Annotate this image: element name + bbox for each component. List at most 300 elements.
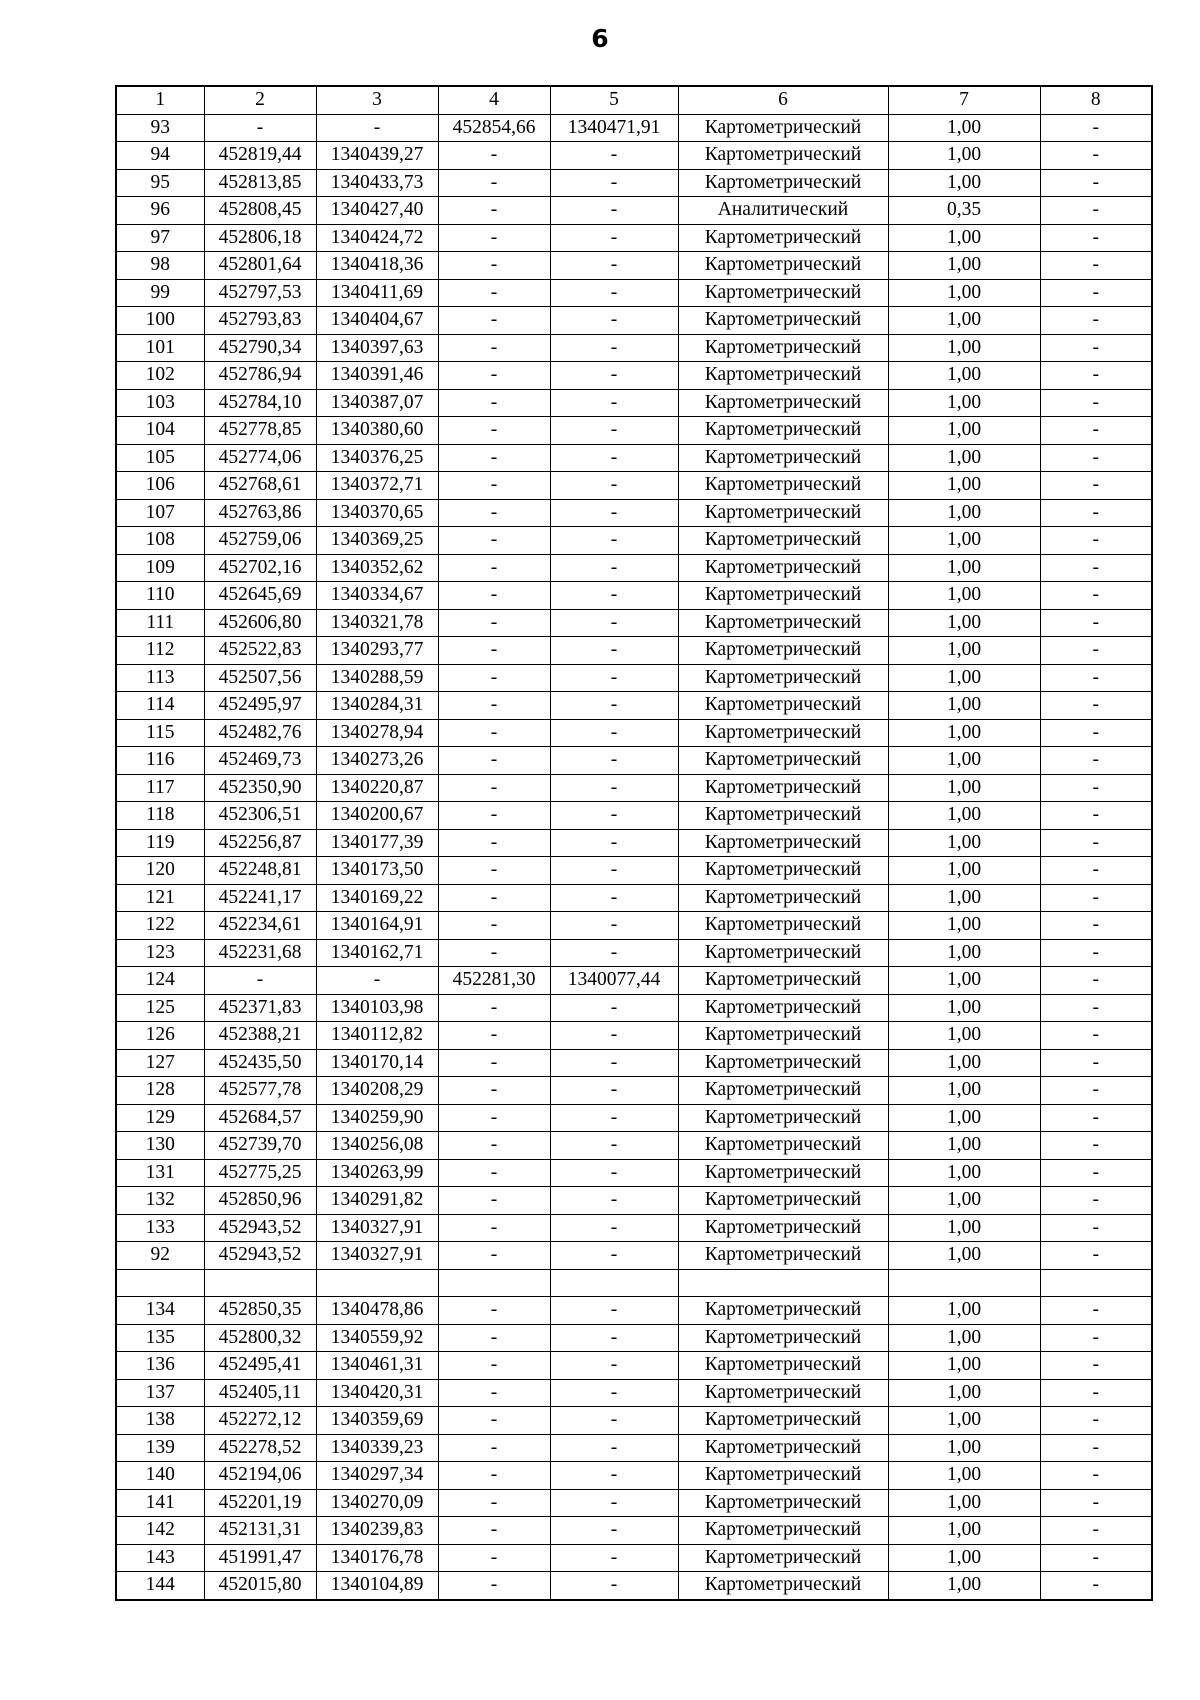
method-cell: Картометрический (678, 1434, 888, 1462)
x-coord-alt-cell: - (438, 609, 550, 637)
point-number-cell: 116 (116, 747, 204, 775)
method-cell: Картометрический (678, 1022, 888, 1050)
table-row (116, 829, 1152, 857)
note-cell: - (1040, 719, 1152, 747)
accuracy-cell: 1,00 (888, 1049, 1040, 1077)
y-coord-cell: 1340239,83 (316, 1517, 438, 1545)
table-body (116, 114, 1152, 1600)
accuracy-cell: 1,00 (888, 1517, 1040, 1545)
y-coord-alt-cell: - (550, 527, 678, 555)
y-coord-cell: 1340424,72 (316, 224, 438, 252)
point-number-cell: 128 (116, 1077, 204, 1105)
note-cell: - (1040, 334, 1152, 362)
y-coord-cell: 1340164,91 (316, 912, 438, 940)
x-coord-alt-cell: - (438, 664, 550, 692)
x-coord-alt-cell: - (438, 472, 550, 500)
table-row (116, 1022, 1152, 1050)
method-cell: Картометрический (678, 1489, 888, 1517)
point-number-cell: 103 (116, 389, 204, 417)
point-number-cell: 135 (116, 1324, 204, 1352)
x-coord-cell: 452469,73 (204, 747, 316, 775)
point-number-cell: 101 (116, 334, 204, 362)
note-cell: - (1040, 444, 1152, 472)
table-row (116, 527, 1152, 555)
point-number-cell: 95 (116, 169, 204, 197)
note-cell: - (1040, 114, 1152, 142)
note-cell: - (1040, 1077, 1152, 1105)
method-cell: Картометрический (678, 1214, 888, 1242)
table-row (116, 1379, 1152, 1407)
note-cell: - (1040, 1407, 1152, 1435)
x-coord-alt-cell: - (438, 1434, 550, 1462)
method-cell: Картометрический (678, 857, 888, 885)
y-coord-cell: 1340291,82 (316, 1187, 438, 1215)
note-cell: - (1040, 1572, 1152, 1600)
table-row (116, 362, 1152, 390)
x-coord-cell: 452278,52 (204, 1434, 316, 1462)
method-cell: Картометрический (678, 609, 888, 637)
x-coord-cell: 452778,85 (204, 417, 316, 445)
accuracy-cell: 1,00 (888, 939, 1040, 967)
table-row (116, 1214, 1152, 1242)
accuracy-cell: 1,00 (888, 527, 1040, 555)
accuracy-cell: 1,00 (888, 444, 1040, 472)
x-coord-cell: 452241,17 (204, 884, 316, 912)
table-row (116, 224, 1152, 252)
point-number-cell: 133 (116, 1214, 204, 1242)
y-coord-cell: 1340339,23 (316, 1434, 438, 1462)
table-row (116, 582, 1152, 610)
accuracy-cell: 1,00 (888, 994, 1040, 1022)
x-coord-alt-cell: - (438, 1049, 550, 1077)
x-coord-cell: 452606,80 (204, 609, 316, 637)
page-number: 6 (591, 24, 609, 53)
note-cell: - (1040, 1104, 1152, 1132)
y-coord-alt-cell: - (550, 1049, 678, 1077)
accuracy-cell: 1,00 (888, 1434, 1040, 1462)
note-cell: - (1040, 307, 1152, 335)
note-cell: - (1040, 857, 1152, 885)
y-coord-alt-cell: - (550, 307, 678, 335)
point-number-cell: 93 (116, 114, 204, 142)
x-coord-cell: 452405,11 (204, 1379, 316, 1407)
x-coord-alt-cell: - (438, 939, 550, 967)
point-number-cell: 123 (116, 939, 204, 967)
y-coord-alt-cell: - (550, 664, 678, 692)
note-cell: - (1040, 1517, 1152, 1545)
x-coord-cell: 452388,21 (204, 1022, 316, 1050)
x-coord-alt-cell: - (438, 334, 550, 362)
accuracy-cell: 1,00 (888, 1077, 1040, 1105)
table-row (116, 939, 1152, 967)
accuracy-cell: 1,00 (888, 472, 1040, 500)
y-coord-cell: - (316, 114, 438, 142)
method-cell: Картометрический (678, 912, 888, 940)
method-cell: Картометрический (678, 1544, 888, 1572)
column-header: 4 (438, 86, 550, 114)
y-coord-alt-cell: - (550, 1022, 678, 1050)
x-coord-alt-cell: - (438, 1544, 550, 1572)
coordinates-table (115, 85, 1153, 1601)
table-row (116, 719, 1152, 747)
accuracy-cell: 1,00 (888, 114, 1040, 142)
x-coord-cell: 452850,96 (204, 1187, 316, 1215)
y-coord-alt-cell: - (550, 334, 678, 362)
y-coord-cell: 1340162,71 (316, 939, 438, 967)
table-row (116, 1077, 1152, 1105)
y-coord-alt-cell: - (550, 1517, 678, 1545)
x-coord-cell: 452850,35 (204, 1297, 316, 1325)
y-coord-cell: 1340297,34 (316, 1462, 438, 1490)
method-cell: Картометрический (678, 967, 888, 995)
table-row (116, 1434, 1152, 1462)
method-cell: Картометрический (678, 1049, 888, 1077)
y-coord-alt-cell: - (550, 1104, 678, 1132)
x-coord-alt-cell: - (438, 444, 550, 472)
accuracy-cell: 1,00 (888, 747, 1040, 775)
table-row (116, 802, 1152, 830)
x-coord-alt-cell: - (438, 527, 550, 555)
y-coord-alt-cell: - (550, 719, 678, 747)
y-coord-cell (316, 1269, 438, 1297)
x-coord-cell: 452272,12 (204, 1407, 316, 1435)
y-coord-alt-cell: - (550, 802, 678, 830)
y-coord-cell: 1340321,78 (316, 609, 438, 637)
table-row (116, 1324, 1152, 1352)
point-number-cell: 129 (116, 1104, 204, 1132)
table-row (116, 747, 1152, 775)
point-number-cell: 131 (116, 1159, 204, 1187)
accuracy-cell: 1,00 (888, 1104, 1040, 1132)
y-coord-cell: 1340327,91 (316, 1242, 438, 1270)
method-cell: Картометрический (678, 1379, 888, 1407)
method-cell: Картометрический (678, 389, 888, 417)
table-row (116, 1352, 1152, 1380)
point-number-cell: 105 (116, 444, 204, 472)
x-coord-cell: 452774,06 (204, 444, 316, 472)
x-coord-alt-cell: - (438, 692, 550, 720)
y-coord-cell: 1340372,71 (316, 472, 438, 500)
column-header: 8 (1040, 86, 1152, 114)
y-coord-alt-cell: - (550, 444, 678, 472)
accuracy-cell: 1,00 (888, 664, 1040, 692)
method-cell: Картометрический (678, 114, 888, 142)
accuracy-cell: 1,00 (888, 1132, 1040, 1160)
table-row (116, 142, 1152, 170)
x-coord-cell: 452702,16 (204, 554, 316, 582)
x-coord-alt-cell: - (438, 857, 550, 885)
note-cell: - (1040, 637, 1152, 665)
y-coord-alt-cell: - (550, 197, 678, 225)
accuracy-cell: 1,00 (888, 1297, 1040, 1325)
point-number-cell: 110 (116, 582, 204, 610)
y-coord-alt-cell: - (550, 1434, 678, 1462)
note-cell: - (1040, 1022, 1152, 1050)
x-coord-alt-cell: - (438, 169, 550, 197)
y-coord-alt-cell: - (550, 582, 678, 610)
note-cell: - (1040, 582, 1152, 610)
x-coord-cell: 452784,10 (204, 389, 316, 417)
accuracy-cell: 1,00 (888, 884, 1040, 912)
x-coord-cell: 452350,90 (204, 774, 316, 802)
y-coord-cell: 1340411,69 (316, 279, 438, 307)
point-number-cell: 143 (116, 1544, 204, 1572)
y-coord-cell: 1340259,90 (316, 1104, 438, 1132)
y-coord-alt-cell: - (550, 939, 678, 967)
y-coord-cell: 1340200,67 (316, 802, 438, 830)
x-coord-cell: 452813,85 (204, 169, 316, 197)
note-cell: - (1040, 362, 1152, 390)
x-coord-alt-cell: - (438, 279, 550, 307)
point-number-cell: 142 (116, 1517, 204, 1545)
x-coord-cell: 452645,69 (204, 582, 316, 610)
point-number-cell: 108 (116, 527, 204, 555)
method-cell: Картометрический (678, 1077, 888, 1105)
note-cell: - (1040, 1462, 1152, 1490)
note-cell: - (1040, 747, 1152, 775)
method-cell: Картометрический (678, 637, 888, 665)
x-coord-cell: 452495,97 (204, 692, 316, 720)
note-cell: - (1040, 994, 1152, 1022)
accuracy-cell: 1,00 (888, 692, 1040, 720)
method-cell: Картометрический (678, 472, 888, 500)
method-cell: Картометрический (678, 527, 888, 555)
method-cell: Картометрический (678, 142, 888, 170)
accuracy-cell: 1,00 (888, 554, 1040, 582)
table-row (116, 912, 1152, 940)
note-cell: - (1040, 417, 1152, 445)
table-row (116, 1407, 1152, 1435)
x-coord-cell: 452194,06 (204, 1462, 316, 1490)
table-row (116, 1544, 1152, 1572)
point-number-cell: 111 (116, 609, 204, 637)
note-cell: - (1040, 169, 1152, 197)
y-coord-cell: 1340376,25 (316, 444, 438, 472)
accuracy-cell: 1,00 (888, 1159, 1040, 1187)
method-cell: Картометрический (678, 252, 888, 280)
x-coord-alt-cell: - (438, 1242, 550, 1270)
point-number-cell: 137 (116, 1379, 204, 1407)
note-cell: - (1040, 609, 1152, 637)
accuracy-cell: 1,00 (888, 252, 1040, 280)
x-coord-alt-cell: - (438, 1022, 550, 1050)
x-coord-alt-cell: - (438, 774, 550, 802)
y-coord-cell: 1340327,91 (316, 1214, 438, 1242)
table-row (116, 884, 1152, 912)
accuracy-cell: 1,00 (888, 1379, 1040, 1407)
table-row (116, 1462, 1152, 1490)
y-coord-alt-cell: - (550, 774, 678, 802)
method-cell: Картометрический (678, 1462, 888, 1490)
x-coord-cell: 452793,83 (204, 307, 316, 335)
x-coord-cell: 452808,45 (204, 197, 316, 225)
x-coord-alt-cell: - (438, 1407, 550, 1435)
accuracy-cell: 1,00 (888, 362, 1040, 390)
accuracy-cell: 1,00 (888, 802, 1040, 830)
y-coord-alt-cell: - (550, 637, 678, 665)
table-row (116, 1517, 1152, 1545)
table-row (116, 389, 1152, 417)
method-cell: Картометрический (678, 884, 888, 912)
accuracy-cell: 1,00 (888, 169, 1040, 197)
method-cell: Картометрический (678, 664, 888, 692)
method-cell: Картометрический (678, 939, 888, 967)
x-coord-alt-cell: - (438, 197, 550, 225)
x-coord-cell: 452943,52 (204, 1242, 316, 1270)
y-coord-alt-cell: 1340077,44 (550, 967, 678, 995)
note-cell: - (1040, 1544, 1152, 1572)
x-coord-cell: 452201,19 (204, 1489, 316, 1517)
x-coord-alt-cell: 452281,30 (438, 967, 550, 995)
note-cell: - (1040, 499, 1152, 527)
method-cell: Картометрический (678, 307, 888, 335)
y-coord-cell: 1340359,69 (316, 1407, 438, 1435)
y-coord-alt-cell: - (550, 1352, 678, 1380)
method-cell: Картометрический (678, 1324, 888, 1352)
y-coord-alt-cell: - (550, 499, 678, 527)
table-row (116, 967, 1152, 995)
point-number-cell: 122 (116, 912, 204, 940)
y-coord-cell: 1340559,92 (316, 1324, 438, 1352)
y-coord-cell: 1340370,65 (316, 499, 438, 527)
accuracy-cell: 1,00 (888, 224, 1040, 252)
table-row (116, 334, 1152, 362)
y-coord-alt-cell: - (550, 417, 678, 445)
table-row (116, 637, 1152, 665)
table-row (116, 609, 1152, 637)
note-cell: - (1040, 774, 1152, 802)
y-coord-alt-cell: - (550, 747, 678, 775)
method-cell: Картометрический (678, 692, 888, 720)
point-number-cell: 96 (116, 197, 204, 225)
note-cell: - (1040, 1049, 1152, 1077)
accuracy-cell: 1,00 (888, 417, 1040, 445)
x-coord-cell: 452739,70 (204, 1132, 316, 1160)
x-coord-alt-cell: - (438, 554, 550, 582)
note-cell: - (1040, 1489, 1152, 1517)
accuracy-cell: 1,00 (888, 967, 1040, 995)
point-number-cell: 132 (116, 1187, 204, 1215)
y-coord-alt-cell (550, 1269, 678, 1297)
x-coord-alt-cell: - (438, 1379, 550, 1407)
point-number-cell: 136 (116, 1352, 204, 1380)
method-cell: Картометрический (678, 169, 888, 197)
y-coord-cell: 1340387,07 (316, 389, 438, 417)
x-coord-cell: 452819,44 (204, 142, 316, 170)
note-cell: - (1040, 1242, 1152, 1270)
method-cell: Картометрический (678, 444, 888, 472)
y-coord-alt-cell: - (550, 1187, 678, 1215)
point-number-cell: 113 (116, 664, 204, 692)
method-cell: Картометрический (678, 1572, 888, 1600)
y-coord-cell: 1340380,60 (316, 417, 438, 445)
y-coord-alt-cell: - (550, 554, 678, 582)
method-cell: Картометрический (678, 1187, 888, 1215)
table-row (116, 169, 1152, 197)
y-coord-alt-cell: - (550, 1132, 678, 1160)
x-coord-cell: 452482,76 (204, 719, 316, 747)
point-number-cell: 114 (116, 692, 204, 720)
x-coord-alt-cell: - (438, 142, 550, 170)
point-number-cell: 107 (116, 499, 204, 527)
point-number-cell: 120 (116, 857, 204, 885)
method-cell: Картометрический (678, 279, 888, 307)
accuracy-cell: 1,00 (888, 719, 1040, 747)
note-cell: - (1040, 1324, 1152, 1352)
note-cell (1040, 1269, 1152, 1297)
note-cell: - (1040, 829, 1152, 857)
accuracy-cell: 1,00 (888, 912, 1040, 940)
table-row (116, 114, 1152, 142)
table-row (116, 472, 1152, 500)
y-coord-alt-cell: - (550, 1242, 678, 1270)
table-row (116, 1242, 1152, 1270)
column-header: 6 (678, 86, 888, 114)
x-coord-alt-cell: - (438, 1104, 550, 1132)
x-coord-cell: 452775,25 (204, 1159, 316, 1187)
y-coord-cell: 1340176,78 (316, 1544, 438, 1572)
x-coord-cell: 452806,18 (204, 224, 316, 252)
method-cell: Картометрический (678, 1132, 888, 1160)
note-cell: - (1040, 1379, 1152, 1407)
accuracy-cell: 0,35 (888, 197, 1040, 225)
x-coord-cell: 452759,06 (204, 527, 316, 555)
x-coord-alt-cell: - (438, 252, 550, 280)
point-number-cell: 98 (116, 252, 204, 280)
x-coord-cell: 452801,64 (204, 252, 316, 280)
method-cell: Картометрический (678, 582, 888, 610)
note-cell: - (1040, 1297, 1152, 1325)
point-number-cell: 115 (116, 719, 204, 747)
x-coord-alt-cell: - (438, 307, 550, 335)
method-cell: Картометрический (678, 994, 888, 1022)
table-row (116, 1187, 1152, 1215)
x-coord-cell: 452256,87 (204, 829, 316, 857)
note-cell: - (1040, 692, 1152, 720)
x-coord-alt-cell: - (438, 884, 550, 912)
accuracy-cell (888, 1269, 1040, 1297)
x-coord-cell: 452495,41 (204, 1352, 316, 1380)
x-coord-alt-cell: - (438, 802, 550, 830)
note-cell: - (1040, 912, 1152, 940)
point-number-cell: 94 (116, 142, 204, 170)
y-coord-alt-cell: - (550, 1297, 678, 1325)
y-coord-cell: 1340478,86 (316, 1297, 438, 1325)
table-row (116, 857, 1152, 885)
y-coord-alt-cell: - (550, 692, 678, 720)
note-cell: - (1040, 472, 1152, 500)
x-coord-alt-cell: - (438, 1517, 550, 1545)
point-number-cell: 102 (116, 362, 204, 390)
x-coord-cell: 452234,61 (204, 912, 316, 940)
table-row (116, 1159, 1152, 1187)
point-number-cell (116, 1269, 204, 1297)
table-row (116, 1132, 1152, 1160)
x-coord-cell: 452435,50 (204, 1049, 316, 1077)
y-coord-alt-cell: - (550, 1159, 678, 1187)
x-coord-alt-cell: - (438, 1324, 550, 1352)
y-coord-alt-cell: - (550, 1324, 678, 1352)
accuracy-cell: 1,00 (888, 1352, 1040, 1380)
y-coord-alt-cell: - (550, 472, 678, 500)
accuracy-cell: 1,00 (888, 774, 1040, 802)
x-coord-cell: 452507,56 (204, 664, 316, 692)
method-cell: Картометрический (678, 747, 888, 775)
column-header: 3 (316, 86, 438, 114)
note-cell: - (1040, 1214, 1152, 1242)
point-number-cell: 119 (116, 829, 204, 857)
note-cell: - (1040, 224, 1152, 252)
